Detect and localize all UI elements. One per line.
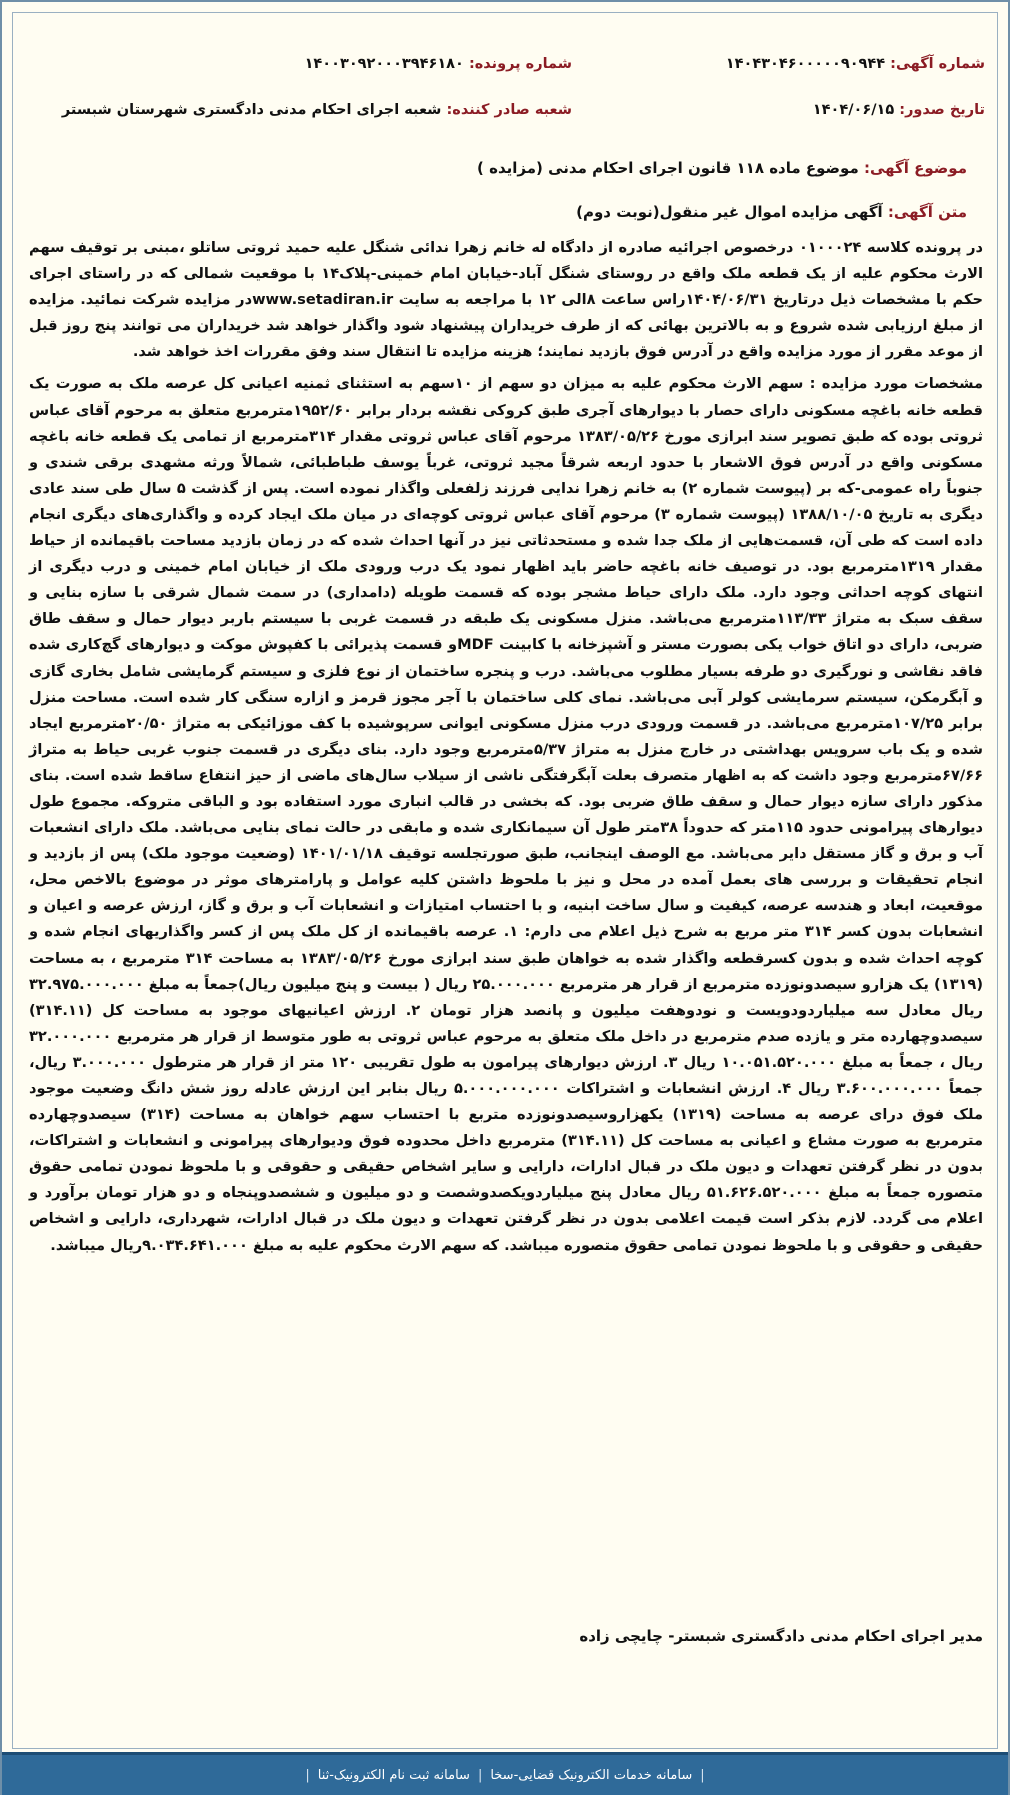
body-title-label: متن آگهی: (887, 203, 967, 221)
notice-number-label: شماره آگهی: (890, 56, 985, 72)
paragraph-specifications: مشخصات مورد مزایده : سهم الارث محکوم علیه به میزان دو سهم از ۱۰سهم به استثنای ثمنیه اعیانی کل عرصه ملک به صورت یک قطعه خانه باغچه مسکونی دارای حصار با دیوارهای آجری طبق کروکی نقشه بردار برابر ۱۹۵۲/۶۰مترمربع متعلق به مرحوم آقای عباس ثروتی بوده که طبق تصویر سند ابرازی مورخ ۱۳۸۳/۰۵/۲۶ مرحوم آقای عباس ثروتی مقدار ۳۱۴مترمربع از تمامی یک قطعه خانه باغچه مسکونی واقع در آدرس فوق الاشعار با حدود اربعه شرقاً مجید ثروتی، غرباً یوسف طباطبائی، شمالاً ورثه مشهدی برقی شندی و جنوباً راه عمومی-که بر (پیوست شماره ۲) به خانم زهرا ندایی فرزند زلفعلی واگذار نموده است. پس از گذشت ۵ سال طی سند عادی دیگری به تاریخ ۱۳۸۸/۱۰/۰۵ (پیوست شماره ۳) مرحوم آقای عباس ثروتی کوچه‌ای در میان ملک ایجاد کرده و واگذاری‌های دیگری انجام داده است که طی آن، قسمت‌هایی از ملک جدا شده و مستحدثاتی نیز در آنها احداث شده که در زمان بازدید مساحت باقیمانده از حیاط مقدار ۱۳۱۹مترمربع بود. در توصیف خانه باغچه حاضر باید اظهار نمود یک درب ورودی ملک از خیابان امام خمینی و درب دیگری از انتهای کوچه احداثی وجود دارد. ملک دارای حیاط مشجر بوده که قسمت طویله (دامداری) در سمت شمال شرقی با سازه بنایی و سقف سبک به متراژ ۱۱۳/۳۳مترمربع می‌باشد. منزل مسکونی یک طبقه در قسمت غربی با سیستم باربر دیوار حمال و سقف طاق ضربی، دارای دو اتاق خواب یکی بصورت مستر و آشپزخانه با کابینت MDFو قسمت پذیرائی با کفپوش موکت و دیوارهای گچ‌کاری شده فاقد نقاشی و نورگیری دو طرفه بسیار مطلوب می‌باشد. درب و پنجره ساختمان از نوع فلزی و سیستم گرمایشی شامل بخاری گازی و آبگرمکن، سیستم سرمایشی کولر آبی می‌باشد. نمای کلی ساختمان با آجر مجوز قرمز و ازاره سنگی کار شده است. مساحت منزل برابر ۱۰۷/۲۵مترمربع می‌باشد. در قسمت ورودی درب منزل مسکونی ایوانی سرپوشیده با کف موزائیکی به متراژ ۲۰/۵۰مترمربع ایجاد شده و یک باب سرویس بهداشتی در خارج منزل به متراژ ۵/۳۷مترمربع وجود دارد. بنای دیگری در قسمت جنوب غربی حیاط به متراژ ۶۷/۶۶مترمربع وجود داشت که به اظهار متصرف بعلت آبگرفتگی ناشی از سیلاب سال‌های ماضی از حیز انتفاع ساقط شده است. بنای مذکور دارای سازه دیوار حمال و سقف طاق ضربی بود. که بخشی در قالب انباری مورد استفاده بود و الباقی متروکه. مجموع طول دیوارهای پیرامونی حدود ۱۱۵متر که حدوداً ۳۸متر طول آن سیمانکاری شده و مابقی در حالت نمای بنایی می‌باشد. ملک دارای انشعبات آب و برق و گاز مستقل دایر می‌باشد. مع الوصف اینجانب، طبق صورتجلسه توقیف ۱۴۰۱/۰۱/۱۸ (وضعیت موجود ملک) پس از بازدید و انجام تحقیقات و بررسی های بعمل آمده در محل و نیز با ملحوظ داشتن کلیه عوامل و پارامترهای موثر در موضوع بالاخص محل، موقعیت، ابعاد و هندسه عرصه، کیفیت و سال ساخت ابنیه، و با احتساب امتیازات و انشعابات آب و برق و گاز، ارزش عرصه و اعیان و انشعابات بدون کسر ۳۱۴ متر مربع به شرح ذیل اعلام می دارم: ۱. عرصه باقیمانده از کل ملک پس از کسر واگذاریهای انجام شده و کوچه احداث شده و بدون کسرقطعه واگذار شده به خواهان طبق سند ابرازی مورخ ۱۳۸۳/۰۵/۲۶ به مساحت ۳۱۴ مترمربع ، به مساحت (۱۳۱۹) یک هزارو سیصدونوزده مترمربع از قرار هر مترمربع ۲۵.۰۰۰.۰۰۰ ریال ( بیست و پنج میلیون ریال)جمعاً به مبلغ ۳۲.۹۷۵.۰۰۰.۰۰۰ ریال معادل سه میلیاردودویست و نودوهفت میلیون و پانصد هزار تومان ۲. ارزش اعیانیهای موجود به مساحت کل (۳۱۴.۱۱) سیصدوچهارده متر و یازده صدم مترمربع در داخل ملک متعلق به مرحوم عباس ثروتی به طور متوسط از قرار هر مترمربع ۳۲.۰۰۰.۰۰۰ ریال ، جمعاً به مبلغ ۱۰.۰۵۱.۵۲۰.۰۰۰ ریال ۳. ارزش دیوارهای پیرامون به طول تقریبی ۱۲۰ متر از قرار هر مترطول ۳.۰۰۰.۰۰۰ ریال، جمعاً ۳.۶۰۰.۰۰۰.۰۰۰ ریال ۴. ارزش انشعابات و اشتراکات ۵.۰۰۰.۰۰۰.۰۰۰ ریال بنابر این ارزش عادله روز شش دانگ وضعیت موجود ملک فوق درای عرصه به مساحت (۱۳۱۹) یکهزاروسیصدونوزده متربع با احتساب سهم خواهان به مساحت (۳۱۴) سیصدوچهارده مترمربع به صورت مشاع و اعیانی به مساحت کل (۳۱۴.۱۱) مترمربع داخل محدوده فوق ودیوارهای پیرامونی و انشعابات و اشتراکات، بدون در نظر گرفتن تعهدات و دیون ملک در قبال ادارات، دارایی و سایر اشخاص حقیقی و حقوقی و با ملحوظ نمودن تمامی حقوق متصوره جمعاً به مبلغ ۵۱.۶۲۶.۵۲۰.۰۰۰ ریال معادل پنج میلیاردویکصدوشصت و دو میلیون و ششصدوپنجاه و دو هزار تومان برآورد و اعلام می گردد. لازم بذکر است قیمت اعلامی بدون در نظر گرفتن تعهدات و دیون ملک در قبال ادارات، شهرداری، دارایی و اشخاص حقیقی و حقوقی و با ملحوظ نمودن تمامی حقوق متصوره میباشد. که سهم الارث محکوم علیه به مبلغ ۹.۰۳۴.۶۴۱.۰۰۰ریال میباشد. (29, 375, 984, 1254)
issue-date-value: ۱۴۰۴/۰۶/۱۵ (812, 102, 895, 118)
footer-separator: | (477, 1767, 483, 1783)
issuing-branch-value: شعبه اجرای احکام مدنی دادگستری شهرستان شبستر (61, 102, 442, 118)
paragraph-intro: در پرونده کلاسه ۰۱۰۰۰۲۴ درخصوص اجرائیه صادره از دادگاه له خانم زهرا ندائی شنگل علیه حمید ثروتی ساتلو ،مبنی بر توقیف سهم الارث محکوم علیه از یک قطعه ملک واقع در روستای شنگل آباد-خیابان امام خمینی-پلاک۱۴ با موقعیت شمالی که در راستای اجرای حکم با مشخصات ذیل درتاریخ ۱۴۰۴/۰۶/۳۱راس ساعت ۸الی ۱۲ با مراجعه به سایت www.setadiran.irدر مزایده شرکت نمائید. مزایده از مبلغ ارزیابی شده شروع و به بالاترین بهائی که از طرف خریداران پیشنهاد شود واگذار خواهد شد خریداران می توانند پنج روز قبل از موعد مقرر از مورد مزایده واقع در آدرس فوق بازدید نمایند؛ هزینه مزایده تا انتقال سند وفق مقررات اخذ خواهد شد. (29, 239, 983, 361)
notice-body (29, 235, 983, 1265)
issuing-branch-label: شعبه صادر کننده: (446, 102, 572, 118)
issuing-branch (62, 102, 572, 118)
signature: مدیر اجرای احکام مدنی دادگستری شبستر- چایچی زاده (579, 1627, 983, 1645)
header-row-1 (13, 49, 997, 79)
footer-separator: | (305, 1767, 310, 1783)
issue-date (813, 102, 985, 118)
notice-number (726, 56, 985, 72)
body-title (33, 203, 967, 221)
notice-number-value: ۱۴۰۴۳۰۴۶۰۰۰۰۰۹۰۹۴۴ (725, 56, 886, 72)
subject-label: موضوع آگهی: (863, 159, 967, 177)
subject (33, 159, 967, 177)
footer-separator: | (700, 1767, 705, 1783)
case-number-label: شماره پرونده: (468, 56, 572, 72)
case-number-value: ۱۴۰۰۳۰۹۲۰۰۰۳۹۴۶۱۸۰ (304, 56, 464, 72)
footer-link-sana[interactable]: سامانه ثبت نام الکترونیک-ثنا (317, 1767, 470, 1783)
body-title-value: آگهی مزایده اموال غیر منقول(نوبت دوم) (576, 203, 883, 221)
notice-panel (12, 12, 998, 1749)
case-number (305, 56, 572, 72)
footer-bar (2, 1752, 1008, 1795)
header-row-2 (13, 95, 997, 125)
issue-date-label: تاریخ صدور: (899, 102, 985, 118)
footer-link-sakha[interactable]: سامانه خدمات الکترونیک قضایی-سخا (490, 1767, 693, 1783)
subject-value: موضوع ماده ۱۱۸ قانون اجرای احکام مدنی (مزایده ) (477, 159, 859, 177)
